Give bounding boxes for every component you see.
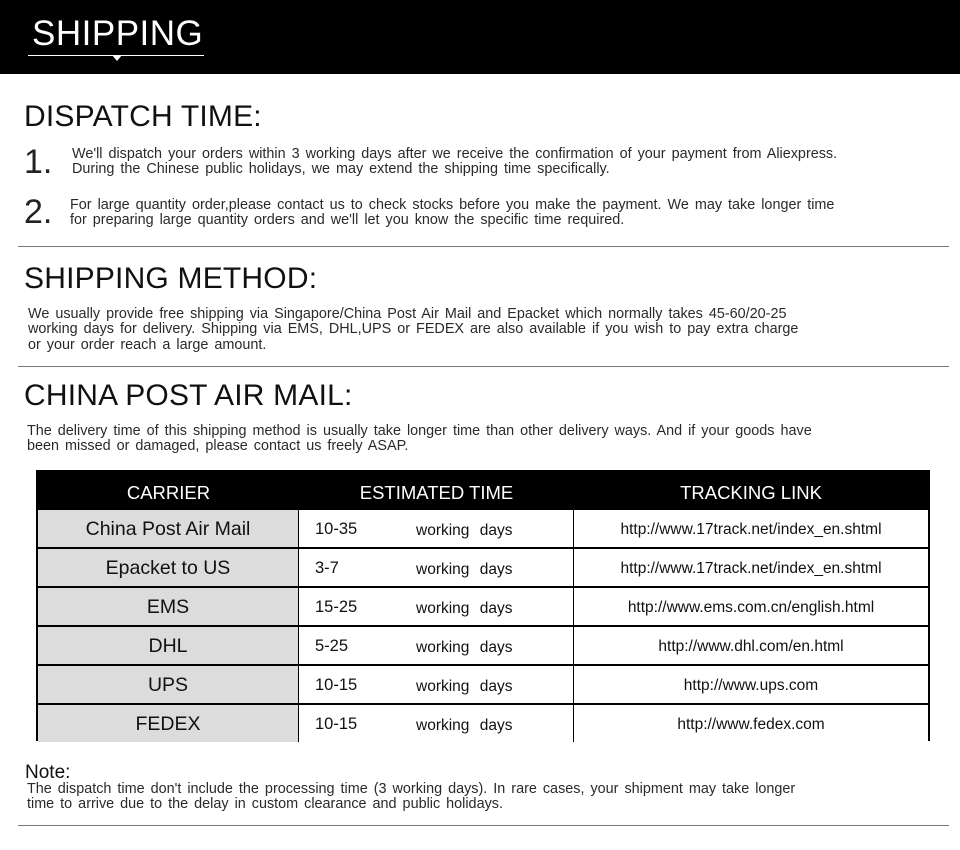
dispatch-item-1-line2: During the Chinese public holidays, we may extend the shipping time specifically.	[72, 161, 610, 177]
time-cell	[299, 549, 574, 586]
tracking-link[interactable]: http://www.dhl.com/en.html	[658, 638, 844, 655]
carrier-name: UPS	[147, 674, 189, 696]
table-row	[38, 627, 928, 664]
table-row	[38, 510, 928, 547]
shipping-method-line3: or your order reach a large amount.	[28, 337, 267, 353]
tracking-link[interactable]: http://www.ups.com	[683, 677, 819, 694]
section-divider	[18, 366, 949, 367]
note-line2: time to arrive due to the delay in custom clearance and public holidays.	[27, 796, 503, 812]
link-cell	[574, 588, 928, 625]
carrier-name: EMS	[146, 596, 190, 618]
shipping-banner	[0, 0, 960, 74]
section-divider	[18, 825, 949, 826]
link-cell	[574, 705, 928, 742]
days-unit: working days	[416, 600, 513, 617]
header-carrier: CARRIER	[126, 482, 211, 503]
section-divider	[18, 246, 949, 247]
header-estimated-time: ESTIMATED TIME	[359, 482, 514, 503]
shipping-method-line2: working days for delivery. Shipping via EMS, DHL,UPS or FEDEX are also available if you wish to pay extra charge	[28, 321, 799, 337]
tracking-link[interactable]: http://www.17track.net/index_en.shtml	[620, 560, 882, 577]
days-unit: working days	[416, 639, 513, 656]
airmail-line2: been missed or damaged, please contact us freely ASAP.	[27, 438, 409, 454]
carrier-cell	[38, 588, 299, 625]
table-row	[38, 666, 928, 703]
days-unit: working days	[416, 561, 513, 578]
carrier-cell	[38, 549, 299, 586]
banner-title: SHIPPING	[32, 14, 204, 53]
tracking-link[interactable]: http://www.ems.com.cn/english.html	[627, 599, 875, 616]
shipping-method-line1: We usually provide free shipping via Singapore/China Post Air Mail and Epacket which normally takes 45-60/20-25	[28, 306, 787, 322]
table-row	[38, 588, 928, 625]
tracking-link[interactable]: http://www.17track.net/index_en.shtml	[620, 521, 882, 538]
time-cell	[299, 627, 574, 664]
carrier-cell	[38, 666, 299, 703]
time-cell	[299, 588, 574, 625]
days-unit: working days	[416, 717, 513, 734]
days-unit: working days	[416, 678, 513, 695]
banner-arrow-icon	[112, 55, 122, 61]
carrier-cell	[38, 705, 299, 742]
airmail-heading: CHINA POST AIR MAIL:	[24, 379, 353, 412]
dispatch-heading: DISPATCH TIME:	[24, 100, 262, 133]
shipping-carrier-table	[36, 470, 930, 741]
days-range: 10-15	[315, 715, 358, 733]
days-range: 3-7	[315, 559, 339, 577]
table-header-row	[38, 472, 928, 510]
note-line1: The dispatch time don't include the processing time (3 working days). In rare cases, your shipment may take longer	[27, 781, 796, 797]
days-range: 10-15	[315, 676, 358, 694]
link-cell	[574, 627, 928, 664]
carrier-name: DHL	[148, 635, 188, 657]
time-cell	[299, 666, 574, 703]
table-row	[38, 705, 928, 742]
carrier-name: Epacket to US	[105, 557, 231, 579]
carrier-cell	[38, 627, 299, 664]
carrier-cell	[38, 510, 299, 547]
link-cell	[574, 510, 928, 547]
table-row	[38, 549, 928, 586]
carrier-name: China Post Air Mail	[85, 518, 251, 540]
dispatch-item-2-line2: for preparing large quantity orders and we'll let you know the specific time required.	[70, 212, 625, 228]
days-unit: working days	[416, 522, 513, 539]
dispatch-item-number: 1.	[24, 143, 53, 181]
note-heading: Note:	[25, 762, 71, 783]
days-range: 5-25	[315, 637, 349, 655]
header-tracking-link: TRACKING LINK	[680, 482, 822, 503]
days-range: 15-25	[315, 598, 358, 616]
time-cell	[299, 510, 574, 547]
carrier-name: FEDEX	[135, 713, 201, 735]
airmail-line1: The delivery time of this shipping method is usually take longer time than other delivery ways. And if your goods have	[27, 423, 812, 439]
days-range: 10-35	[315, 520, 358, 538]
dispatch-item-2-line1: For large quantity order,please contact us to check stocks before you make the payment. We may take longer time	[70, 197, 835, 213]
dispatch-item-number: 2.	[24, 193, 53, 231]
link-cell	[574, 549, 928, 586]
link-cell	[574, 666, 928, 703]
dispatch-item-1-line1: We'll dispatch your orders within 3 working days after we receive the confirmation of your payment from Aliexpress.	[72, 146, 838, 162]
tracking-link[interactable]: http://www.fedex.com	[677, 716, 825, 733]
shipping-method-heading: SHIPPING METHOD:	[24, 262, 318, 295]
time-cell	[299, 705, 574, 742]
